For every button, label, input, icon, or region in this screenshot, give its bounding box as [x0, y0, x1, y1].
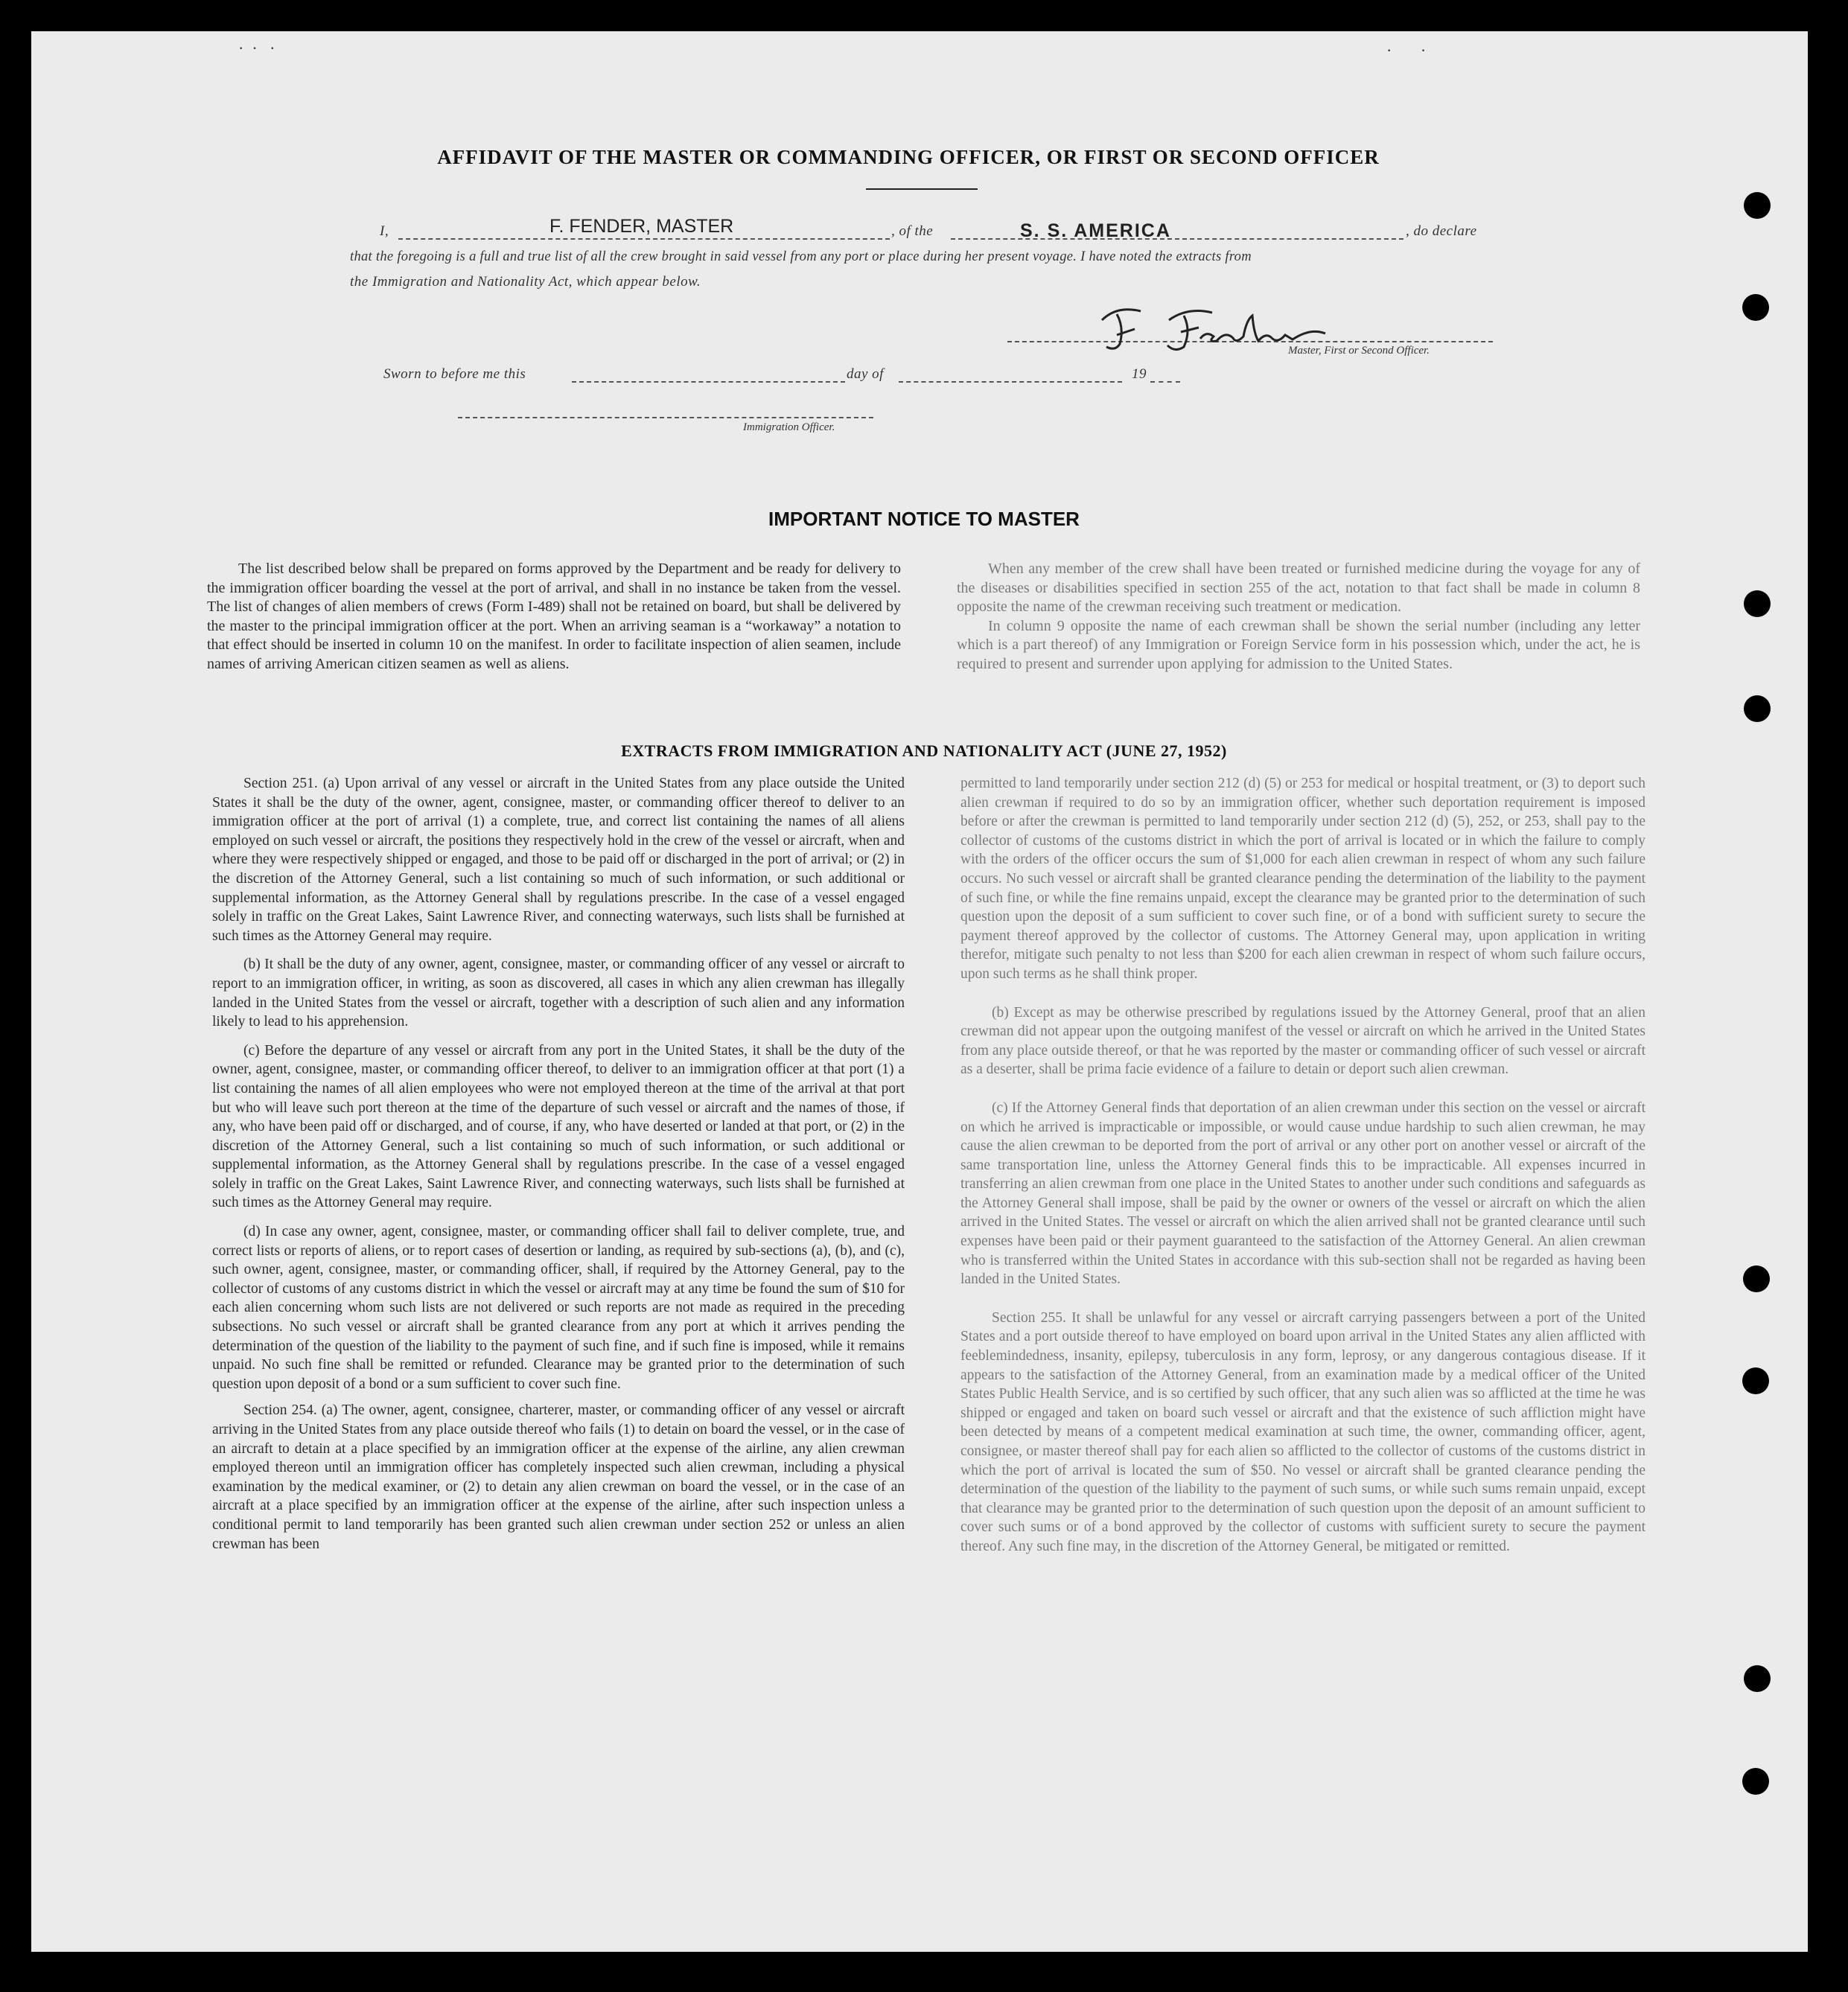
notice-right-paragraph: In column 9 opposite the name of each crewman shall be shown the serial number (including any letter which is a part thereof) of any Immigration or Foreign Service form in his possession which, under the act, he is required to present and surrender upon applying for admission to the United States. — [957, 617, 1640, 672]
extracts-left-column — [212, 774, 905, 1554]
notice-right-paragraph: When any member of the crew shall have been treated or furnished medicine during the voyage for any of the diseases or disabilities specified in section 255 of the act, notation to that fact shall be made in column 8 opposite the name of the crewman receiving such treatment or medication. — [957, 561, 1640, 616]
sworn-year-line — [1150, 381, 1180, 383]
punch-hole — [1744, 695, 1771, 722]
section-254-c: (c) If the Attorney General finds that deportation of an alien crewman under this section on the vessel or aircraft on which he arrived is impracticable or impossible, or would cause undue hardship to such alien crewman, he may cause the alien crewman to be deported from the port of arrival or any other port on another vessel or aircraft of the same transportation line, unless the Attorney General finds this to be impracticable. All expenses incurred in transferring an alien crewman from one place in the United States to another under such conditions and safeguards as the Attorney General shall impose, shall be paid by the owner or owners of the vessel or aircraft on which the alien arrived in the United States. The vessel or aircraft on which the alien arrived shall not be granted clearance until such expenses have been paid or their payment guaranteed to the satisfaction of the Attorney General. An alien crewman who is transferred within the United States in accordance with this sub-section shall not be regarded as having been landed in the United States. — [960, 1099, 1645, 1288]
extracts-right-column — [960, 774, 1645, 1557]
immigration-officer-line — [458, 417, 873, 418]
section-251-b: (b) It shall be the duty of any owner, agent, consignee, master, or commanding officer of any vessel or aircraft to report to an immigration officer, in writing, as soon as discovered, all cases in which any alien crewman has illegally landed in the United States from the vessel or aircraft, together with a description of such alien and any information likely to lead to his apprehension. — [212, 957, 905, 1030]
title-underline — [866, 188, 978, 190]
affidavit-title: AFFIDAVIT OF THE MASTER OR COMMANDING OFFICER, OR FIRST OR SECOND OFFICER — [437, 146, 1380, 168]
master-name-field: F. FENDER, MASTER — [549, 216, 734, 237]
punch-hole — [1742, 1367, 1769, 1394]
section-251-a: Section 251. (a) Upon arrival of any vessel or aircraft in the United States from any place outside the United States it shall be the duty of the owner, agent, consignee, master, or commanding officer thereof to deliver to an immigration officer at the port of arrival (1) a complete, true, and correct list containing the names of all aliens employed on such vessel or aircraft, the positions they respectively hold in the crew of the vessel or aircraft, when and where they were respectively shipped or engaged, and those to be paid off or discharged in the port of arrival; or (2) in the discretion of the Attorney General, such a list containing so much of such information, or such additional or supplemental information, as the Attorney General shall by regulations prescribe. In the case of a vessel engaged solely in traffic on the Great Lakes, Saint Lawrence River, and connecting waterways, such lists shall be furnished at such times as the Attorney General may require. — [212, 776, 905, 944]
punch-hole — [1744, 590, 1771, 617]
punch-hole — [1743, 1265, 1770, 1292]
notice-left-paragraph: The list described below shall be prepared on forms approved by the Department and be ready for delivery to the immigration officer boarding the vessel at the port of arrival, and shall in no instance be taken from the vessel. The list of changes of alien members of crews (Form I-489) shall not be retained on board, but shall be delivered by the master to the principal immigration officer at the port. When an arriving seaman is a “workaway” a notation to that effect should be inserted in column 10 on the manifest. In order to facilitate inspection of alien seamen, include names of arriving American citizen seamen as well as aliens. — [207, 561, 901, 672]
vessel-name-line — [951, 238, 1403, 240]
punch-hole — [1742, 1768, 1769, 1795]
notice-title: IMPORTANT NOTICE TO MASTER — [768, 508, 1080, 530]
master-name-line — [398, 238, 890, 240]
notice-left-column — [207, 560, 901, 674]
affidavit-i: I, — [380, 223, 389, 239]
affidavit-do-declare: , do declare — [1406, 223, 1477, 239]
section-254-b: (b) Except as may be otherwise prescribed by regulations issued by the Attorney General, proof that an alien crewman did not appear upon the outgoing manifest of the vessel or aircraft on which he arrived in the United States from any place outside thereof, or that he was reported by the master or commanding officer of such vessel or aircraft as a deserter, shall be prima facie evidence of a failure to detain or deport such alien crewman. — [960, 1004, 1645, 1078]
punch-hole — [1742, 294, 1769, 321]
punch-hole — [1744, 192, 1771, 219]
notice-right-column — [957, 560, 1640, 674]
sworn-year: 19 — [1132, 366, 1147, 382]
sworn-prefix: Sworn to before me this — [383, 366, 526, 382]
section-254-a: Section 254. (a) The owner, agent, consignee, charterer, master, or commanding officer of any vessel or aircraft arriving in the United States from any place outside thereof who fails (1) to detain on board the vessel, or in the case of an aircraft to detain at a place specified by an immigration officer at the expense of the airline, any alien crewman employed thereon until an immigration officer has completely inspected such alien crewman, including a physical examination by the medical examiner, or (2) to detain any alien crewman on board the vessel, or in the case of an aircraft at a place specified by an immigration officer at the expense of the airline, after such inspection unless a conditional permit to land temporarily has been granted such alien crewman under section 252 or unless an alien crewman has been — [212, 1402, 905, 1552]
sworn-month-line — [899, 381, 1122, 383]
sworn-day-line — [572, 381, 845, 383]
section-251-d: (d) In case any owner, agent, consignee, master, or commanding officer shall fail to deliver complete, true, and correct lists or reports of aliens, or to report cases of desertion or landing, as required by sub-sections (a), (b), and (c), such owner, agent, consignee, master, or commanding officer, shall, if required by the Attorney General, pay to the collector of customs of any customs district in which the vessel or aircraft may at any time be found the sum of $10 for each alien concerning whom such lists are not delivered or such reports are not made as required in the preceding subsections. No such vessel or aircraft shall be granted clearance from any port at which it arrives pending the determination of the question of the liability to the payment of such fine, and if such fine is imposed, while it remains unpaid. No such fine shall be remitted or refunded. Clearance may be granted prior to the determination of such question upon deposit of a bond or a sum sufficient to cover such fine. — [212, 1224, 905, 1392]
sworn-day-of: day of — [847, 366, 884, 382]
affidavit-statement-line2: that the foregoing is a full and true list of all the crew brought in said vessel from any port or place during her present voyage. I have noted the extracts from — [350, 249, 1252, 264]
punch-hole — [1744, 1665, 1771, 1692]
affidavit-statement-line3: the Immigration and Nationality Act, which appear below. — [350, 274, 701, 290]
signature-caption: Master, First or Second Officer. — [1288, 345, 1430, 357]
section-254-a-cont: permitted to land temporarily under section 212 (d) (5) or 253 for medical or hospital treatment, or (3) to deport such alien crewman if required to do so by an immigration officer, whether such deportation requirement is imposed before or after the crewman is permitted to land temporarily under section 212 (d) (5), 252, or 253, shall pay to the collector of customs of the customs district in which the port of arrival is located or in which the failure to comply with the orders of the officer occurs the sum of $1,000 for each alien crewman in respect of whom any such failure occurs. No such vessel or aircraft shall be granted clearance pending the determination of the liability to the payment of such fine, or while the fine remains unpaid, except the clearance may be granted prior to the determination of such question upon the deposit of a sum sufficient to cover such fine, or of a bond with sufficient surety to secure the payment thereof approved by the collector of customs. The Attorney General may, upon application in writing therefor, mitigate such penalty to not less than $200 for each alien crewman in respect of whom such failure occurs, upon such terms as he shall think proper. — [960, 776, 1645, 982]
section-251-c: (c) Before the departure of any vessel or aircraft from any port in the United States, it shall be the duty of the owner, agent, consignee, master, or commanding officer thereof, to deliver to an immigration officer at that port (1) a list containing the names of all alien employees who were not employed thereon at the time of the arrival at that port but who will leave such port thereon at the time of the departure of such vessel or aircraft and the names of those, if any, who have been paid off or discharged, and of course, if any, who have deserted or landed at that port, or (2) in the discretion of the Attorney General, such a list containing so much of such information, or such additional or supplemental information, as the Attorney General shall by regulations prescribe. In the case of a vessel engaged solely in traffic on the Great Lakes, Saint Lawrence River, and connecting waterways, such lists shall be furnished at such times as the Attorney General may require. — [212, 1042, 905, 1211]
extracts-title: EXTRACTS FROM IMMIGRATION AND NATIONALITY ACT (JUNE 27, 1952) — [621, 741, 1227, 760]
immigration-officer-caption: Immigration Officer. — [743, 421, 835, 433]
vessel-name-field: S. S. AMERICA — [1020, 220, 1171, 241]
scan-specks-right: · · — [1386, 41, 1427, 60]
scan-specks: · · · — [238, 39, 275, 57]
affidavit-of-the: , of the — [891, 223, 934, 239]
section-255: Section 255. It shall be unlawful for any vessel or aircraft carrying passengers between a port of the United States and a port outside thereof to have employed on board upon arrival in the United States any alien afflicted with feeblemindedness, insanity, epilepsy, tuberculosis in any form, leprosy, or any dangerous contagious disease. If it appears to the satisfaction of the Attorney General, from an examination made by a medical officer of the United States Public Health Service, and is so certified by such officer, that any such alien was so afflicted at the time he was shipped or engaged and taken on board such vessel or aircraft and that the existence of such affliction might have been detected by means of a competent medical examination at such time, the owner, commanding officer, agent, consignee, or master thereof shall pay for each alien so afflicted to the collector of customs of the customs district in which the port of arrival is located the sum of $50. No vessel or aircraft shall be granted clearance pending the determination of the question of the liability to the payment of such sums, or while such sums remain unpaid, except that clearance may be granted prior to the determination of such question upon the deposit of an amount sufficient to cover such sums or of a bond approved by the collector of customs with sufficient surety to secure the payment thereof. Any such fine may, in the discretion of the Attorney General, be mitigated or remitted. — [960, 1309, 1645, 1554]
